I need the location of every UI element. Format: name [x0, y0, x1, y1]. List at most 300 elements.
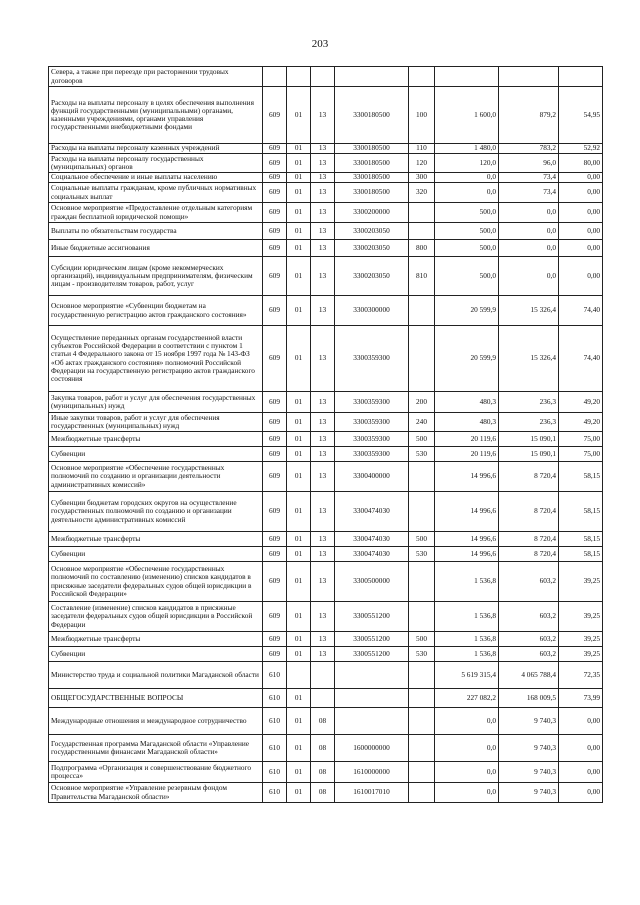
- row-plan: [435, 67, 499, 87]
- row-fact: 0,0: [499, 257, 559, 296]
- row-expense-type: 500: [409, 432, 435, 447]
- row-target-article: 3300203050: [335, 223, 409, 240]
- row-plan: 0,0: [435, 708, 499, 735]
- row-name: Иные бюджетные ассигнования: [49, 240, 263, 257]
- row-subsection: 13: [311, 392, 335, 413]
- row-percent: 75,00: [559, 432, 603, 447]
- row-subsection: 13: [311, 562, 335, 602]
- row-subsection: 08: [311, 762, 335, 783]
- row-expense-type: 810: [409, 257, 435, 296]
- row-code: 609: [263, 413, 287, 432]
- row-expense-type: 100: [409, 87, 435, 144]
- row-code: 609: [263, 173, 287, 183]
- row-code: 609: [263, 87, 287, 144]
- row-code: 610: [263, 735, 287, 762]
- row-section: 01: [287, 173, 311, 183]
- row-code: 609: [263, 547, 287, 562]
- row-name: Основное мероприятие «Субвенции бюджетам на государственную регистрацию актов гражданского состояния»: [49, 296, 263, 326]
- row-percent: 58,15: [559, 547, 603, 562]
- row-name: Расходы на выплаты персоналу казенных учреждений: [49, 144, 263, 154]
- row-section: 01: [287, 144, 311, 154]
- row-section: 01: [287, 532, 311, 547]
- row-code: 609: [263, 647, 287, 662]
- row-expense-type: [409, 562, 435, 602]
- row-code: 609: [263, 257, 287, 296]
- row-expense-type: [409, 203, 435, 223]
- row-target-article: 3300551200: [335, 602, 409, 632]
- row-subsection: [311, 689, 335, 708]
- row-plan: 1 480,0: [435, 144, 499, 154]
- row-expense-type: [409, 492, 435, 532]
- row-code: 610: [263, 762, 287, 783]
- row-percent: 58,15: [559, 492, 603, 532]
- row-code: 610: [263, 783, 287, 803]
- row-fact: 8 720,4: [499, 462, 559, 492]
- row-fact: 96,0: [499, 154, 559, 173]
- table-row: [49, 392, 603, 413]
- row-name: Выплаты по обязательствам государства: [49, 223, 263, 240]
- row-target-article: [335, 67, 409, 87]
- row-name: Основное мероприятие «Предоставление отдельным категориям граждан бесплатной юридической помощи»: [49, 203, 263, 223]
- row-name: Закупка товаров, работ и услуг для обеспечения государственных (муниципальных) нужд: [49, 392, 263, 413]
- row-percent: 54,95: [559, 87, 603, 144]
- row-name: Подпрограмма «Организация и совершенствование бюджетного процесса»: [49, 762, 263, 783]
- row-name: Международные отношения и международное сотрудничество: [49, 708, 263, 735]
- row-code: 610: [263, 708, 287, 735]
- row-percent: 73,99: [559, 689, 603, 708]
- row-fact: 15 326,4: [499, 296, 559, 326]
- row-section: 01: [287, 462, 311, 492]
- row-name: Основное мероприятие «Управление резервным фондом Правительства Магаданской области»: [49, 783, 263, 803]
- row-target-article: 3300474030: [335, 532, 409, 547]
- row-subsection: 13: [311, 154, 335, 173]
- row-name: Субсидии юридическим лицам (кроме некоммерческих организаций), индивидуальным предпринимателям, физическим лицам - производителям товаров, работ, услуг: [49, 257, 263, 296]
- table-row: [49, 87, 603, 144]
- row-code: 609: [263, 392, 287, 413]
- table-row: [49, 432, 603, 447]
- row-subsection: 13: [311, 183, 335, 203]
- page-number: 203: [311, 38, 329, 50]
- row-fact: 0,0: [499, 240, 559, 257]
- row-percent: 75,00: [559, 447, 603, 462]
- row-fact: 8 720,4: [499, 547, 559, 562]
- row-target-article: 3300551200: [335, 632, 409, 647]
- row-section: 01: [287, 562, 311, 602]
- row-target-article: 3300500000: [335, 562, 409, 602]
- row-expense-type: 530: [409, 647, 435, 662]
- row-fact: 603,2: [499, 632, 559, 647]
- row-expense-type: 200: [409, 392, 435, 413]
- row-fact: 73,4: [499, 183, 559, 203]
- row-percent: 0,00: [559, 257, 603, 296]
- table-row: [49, 67, 603, 87]
- row-expense-type: [409, 762, 435, 783]
- row-plan: 480,3: [435, 392, 499, 413]
- row-fact: 73,4: [499, 173, 559, 183]
- row-name: Межбюджетные трансферты: [49, 432, 263, 447]
- row-name: Расходы на выплаты персоналу государственных (муниципальных) органов: [49, 154, 263, 173]
- table-row: [49, 257, 603, 296]
- row-percent: 0,00: [559, 223, 603, 240]
- row-percent: 39,25: [559, 647, 603, 662]
- table-row: [49, 223, 603, 240]
- row-section: 01: [287, 762, 311, 783]
- row-fact: 0,0: [499, 223, 559, 240]
- row-code: 609: [263, 532, 287, 547]
- row-plan: 227 082,2: [435, 689, 499, 708]
- row-target-article: [335, 662, 409, 689]
- row-name: Межбюджетные трансферты: [49, 632, 263, 647]
- row-fact: 8 720,4: [499, 532, 559, 547]
- row-code: 609: [263, 447, 287, 462]
- row-subsection: 13: [311, 532, 335, 547]
- row-target-article: 3300180500: [335, 173, 409, 183]
- row-plan: 0,0: [435, 762, 499, 783]
- row-subsection: 13: [311, 296, 335, 326]
- row-plan: 1 536,8: [435, 602, 499, 632]
- row-code: 609: [263, 326, 287, 392]
- row-expense-type: 500: [409, 532, 435, 547]
- row-plan: 20 119,6: [435, 432, 499, 447]
- row-fact: 603,2: [499, 602, 559, 632]
- table-row: [49, 689, 603, 708]
- table-row: [49, 708, 603, 735]
- table-row: [49, 154, 603, 173]
- row-percent: 49,20: [559, 413, 603, 432]
- row-expense-type: [409, 462, 435, 492]
- table-row: [49, 326, 603, 392]
- row-percent: 74,40: [559, 326, 603, 392]
- row-code: 609: [263, 562, 287, 602]
- row-plan: 0,0: [435, 183, 499, 203]
- table-row: [49, 562, 603, 602]
- row-code: 609: [263, 432, 287, 447]
- row-fact: 168 009,5: [499, 689, 559, 708]
- row-code: 609: [263, 183, 287, 203]
- row-plan: 14 996,6: [435, 547, 499, 562]
- table-row: [49, 462, 603, 492]
- row-subsection: 13: [311, 602, 335, 632]
- row-section: 01: [287, 392, 311, 413]
- row-expense-type: 110: [409, 144, 435, 154]
- row-target-article: 3300400000: [335, 462, 409, 492]
- row-fact: 4 065 788,4: [499, 662, 559, 689]
- row-subsection: 13: [311, 432, 335, 447]
- row-percent: 72,35: [559, 662, 603, 689]
- row-target-article: 3300180500: [335, 183, 409, 203]
- row-plan: 0,0: [435, 735, 499, 762]
- row-target-article: [335, 708, 409, 735]
- table-row: [49, 203, 603, 223]
- row-plan: 500,0: [435, 240, 499, 257]
- row-section: 01: [287, 447, 311, 462]
- row-expense-type: [409, 67, 435, 87]
- row-code: [263, 67, 287, 87]
- row-expense-type: 800: [409, 240, 435, 257]
- row-plan: 0,0: [435, 783, 499, 803]
- row-target-article: 3300180500: [335, 144, 409, 154]
- row-code: 609: [263, 492, 287, 532]
- row-fact: 783,2: [499, 144, 559, 154]
- row-name: Осуществление переданных органам государственной власти субъектов Российской Федерации в соответствии с пунктом 1 статьи 4 Федерального закона от 15 ноября 1997 года № 143-ФЗ «Об актах гражданского состояния» полномочий Российской Федерации на государственную регистрацию актов гражданского состояния: [49, 326, 263, 392]
- row-target-article: [335, 689, 409, 708]
- row-code: 609: [263, 154, 287, 173]
- table-row: [49, 632, 603, 647]
- row-percent: 0,00: [559, 762, 603, 783]
- row-expense-type: [409, 662, 435, 689]
- row-percent: 0,00: [559, 173, 603, 183]
- budget-execution-table: [48, 66, 603, 803]
- row-section: 01: [287, 647, 311, 662]
- row-target-article: 3300474030: [335, 547, 409, 562]
- row-name: Субвенции бюджетам городских округов на осуществление государственных полномочий по созданию и организации деятельности административных комиссий: [49, 492, 263, 532]
- row-target-article: 3300551200: [335, 647, 409, 662]
- row-target-article: 1610017010: [335, 783, 409, 803]
- row-section: 01: [287, 432, 311, 447]
- row-expense-type: 320: [409, 183, 435, 203]
- row-percent: 0,00: [559, 735, 603, 762]
- row-code: 609: [263, 240, 287, 257]
- row-subsection: 13: [311, 447, 335, 462]
- row-plan: 500,0: [435, 257, 499, 296]
- row-percent: 39,25: [559, 602, 603, 632]
- row-percent: 58,15: [559, 462, 603, 492]
- row-target-article: 3300203050: [335, 257, 409, 296]
- row-name: Субвенции: [49, 547, 263, 562]
- row-subsection: 13: [311, 632, 335, 647]
- row-target-article: 3300359300: [335, 326, 409, 392]
- table-row: [49, 413, 603, 432]
- row-target-article: 3300300000: [335, 296, 409, 326]
- row-fact: 9 740,3: [499, 735, 559, 762]
- table-row: [49, 447, 603, 462]
- row-expense-type: [409, 326, 435, 392]
- row-expense-type: 500: [409, 632, 435, 647]
- row-percent: 0,00: [559, 783, 603, 803]
- row-subsection: 13: [311, 647, 335, 662]
- row-code: 609: [263, 602, 287, 632]
- row-expense-type: [409, 783, 435, 803]
- row-code: 609: [263, 462, 287, 492]
- row-plan: 0,0: [435, 173, 499, 183]
- table-row: [49, 602, 603, 632]
- row-fact: 15 090,1: [499, 447, 559, 462]
- row-target-article: 3300180500: [335, 154, 409, 173]
- table-row: [49, 173, 603, 183]
- table-row: [49, 296, 603, 326]
- row-plan: 5 619 315,4: [435, 662, 499, 689]
- row-section: 01: [287, 183, 311, 203]
- row-plan: 20 599,9: [435, 296, 499, 326]
- row-subsection: 08: [311, 708, 335, 735]
- row-subsection: 13: [311, 326, 335, 392]
- table-row: [49, 183, 603, 203]
- row-target-article: 3300359300: [335, 447, 409, 462]
- row-subsection: 13: [311, 413, 335, 432]
- row-section: 01: [287, 326, 311, 392]
- row-section: 01: [287, 203, 311, 223]
- table-row: [49, 783, 603, 803]
- row-fact: 9 740,3: [499, 708, 559, 735]
- row-fact: 236,3: [499, 392, 559, 413]
- row-percent: 0,00: [559, 240, 603, 257]
- row-code: 610: [263, 662, 287, 689]
- table-row: [49, 647, 603, 662]
- row-fact: 603,2: [499, 562, 559, 602]
- row-name: Субвенции: [49, 647, 263, 662]
- row-subsection: 13: [311, 492, 335, 532]
- row-code: 609: [263, 296, 287, 326]
- row-plan: 500,0: [435, 223, 499, 240]
- row-percent: 58,15: [559, 532, 603, 547]
- row-name: Субвенции: [49, 447, 263, 462]
- row-fact: 879,2: [499, 87, 559, 144]
- row-percent: 0,00: [559, 183, 603, 203]
- row-plan: 20 119,6: [435, 447, 499, 462]
- row-fact: 8 720,4: [499, 492, 559, 532]
- row-expense-type: [409, 223, 435, 240]
- table-row: [49, 762, 603, 783]
- row-fact: 9 740,3: [499, 762, 559, 783]
- row-section: 01: [287, 708, 311, 735]
- row-percent: 39,25: [559, 632, 603, 647]
- row-percent: [559, 67, 603, 87]
- row-target-article: 3300200000: [335, 203, 409, 223]
- row-plan: 20 599,9: [435, 326, 499, 392]
- row-name: Основное мероприятие «Обеспечение государственных полномочий по созданию и организации деятельности административных комиссий»: [49, 462, 263, 492]
- row-section: 01: [287, 296, 311, 326]
- row-target-article: 3300359300: [335, 392, 409, 413]
- row-subsection: 13: [311, 203, 335, 223]
- row-section: 01: [287, 154, 311, 173]
- row-plan: 1 536,8: [435, 562, 499, 602]
- row-target-article: 1610000000: [335, 762, 409, 783]
- row-name: Основное мероприятие «Обеспечение государственных полномочий по составлению (изменению) списков кандидатов в присяжные заседатели федеральных судов общей юрисдикции в Российской Федерации»: [49, 562, 263, 602]
- row-expense-type: [409, 735, 435, 762]
- row-plan: 14 996,6: [435, 492, 499, 532]
- row-expense-type: [409, 296, 435, 326]
- row-subsection: 13: [311, 462, 335, 492]
- row-section: 01: [287, 223, 311, 240]
- row-section: 01: [287, 240, 311, 257]
- row-percent: 0,00: [559, 708, 603, 735]
- row-name: Межбюджетные трансферты: [49, 532, 263, 547]
- table-row: [49, 492, 603, 532]
- row-section: 01: [287, 257, 311, 296]
- row-target-article: 3300474030: [335, 492, 409, 532]
- table-body: [49, 67, 603, 803]
- row-plan: 500,0: [435, 203, 499, 223]
- row-plan: 1 536,8: [435, 647, 499, 662]
- row-name: Иные закупки товаров, работ и услуг для обеспечения государственных (муниципальных) нужд: [49, 413, 263, 432]
- row-expense-type: 240: [409, 413, 435, 432]
- table-row: [49, 240, 603, 257]
- row-target-article: 1600000000: [335, 735, 409, 762]
- row-target-article: 3300203050: [335, 240, 409, 257]
- row-expense-type: 530: [409, 447, 435, 462]
- row-code: 609: [263, 223, 287, 240]
- row-code: 609: [263, 632, 287, 647]
- row-plan: 1 600,0: [435, 87, 499, 144]
- row-fact: [499, 67, 559, 87]
- row-section: 01: [287, 87, 311, 144]
- row-name: Социальное обеспечение и иные выплаты населению: [49, 173, 263, 183]
- row-section: 01: [287, 689, 311, 708]
- row-expense-type: 530: [409, 547, 435, 562]
- row-percent: 52,92: [559, 144, 603, 154]
- row-percent: 39,25: [559, 562, 603, 602]
- row-target-article: 3300180500: [335, 87, 409, 144]
- row-expense-type: [409, 708, 435, 735]
- row-expense-type: 120: [409, 154, 435, 173]
- row-plan: 14 996,6: [435, 532, 499, 547]
- row-code: 610: [263, 689, 287, 708]
- row-name: Государственная программа Магаданской области «Управление государственными финансами Магаданской области»: [49, 735, 263, 762]
- table-row: [49, 662, 603, 689]
- row-section: 01: [287, 783, 311, 803]
- row-expense-type: [409, 602, 435, 632]
- row-target-article: 3300359300: [335, 432, 409, 447]
- table-row: [49, 532, 603, 547]
- row-section: [287, 67, 311, 87]
- row-subsection: 08: [311, 783, 335, 803]
- row-plan: 480,3: [435, 413, 499, 432]
- row-subsection: 13: [311, 547, 335, 562]
- row-target-article: 3300359300: [335, 413, 409, 432]
- row-subsection: 13: [311, 240, 335, 257]
- table-row: [49, 735, 603, 762]
- table-row: [49, 547, 603, 562]
- row-subsection: 13: [311, 144, 335, 154]
- row-code: 609: [263, 203, 287, 223]
- row-subsection: 13: [311, 173, 335, 183]
- row-plan: 120,0: [435, 154, 499, 173]
- row-expense-type: 300: [409, 173, 435, 183]
- row-name: Составление (изменение) списков кандидатов в присяжные заседатели федеральных судов общей юрисдикции в Российской Федерации: [49, 602, 263, 632]
- row-subsection: [311, 662, 335, 689]
- row-fact: 9 740,3: [499, 783, 559, 803]
- row-name: ОБЩЕГОСУДАРСТВЕННЫЕ ВОПРОСЫ: [49, 689, 263, 708]
- row-section: 01: [287, 492, 311, 532]
- row-name: Министерство труда и социальной политики Магаданской области: [49, 662, 263, 689]
- table-row: [49, 144, 603, 154]
- row-name: Социальные выплаты гражданам, кроме публичных нормативных социальных выплат: [49, 183, 263, 203]
- row-fact: 236,3: [499, 413, 559, 432]
- row-percent: 74,40: [559, 296, 603, 326]
- row-name: Расходы на выплаты персоналу в целях обеспечения выполнения функций государственными (муниципальными) органами, казенными учреждениями, органами управления государственными внебюджетными фондами: [49, 87, 263, 144]
- row-subsection: 13: [311, 257, 335, 296]
- row-section: [287, 662, 311, 689]
- row-plan: 1 536,8: [435, 632, 499, 647]
- row-section: 01: [287, 735, 311, 762]
- row-fact: 0,0: [499, 203, 559, 223]
- row-fact: 15 326,4: [499, 326, 559, 392]
- row-fact: 15 090,1: [499, 432, 559, 447]
- row-subsection: 08: [311, 735, 335, 762]
- row-section: 01: [287, 632, 311, 647]
- row-name: Севера, а также при переезде при расторжении трудовых договоров: [49, 67, 263, 87]
- row-section: 01: [287, 413, 311, 432]
- row-subsection: 13: [311, 87, 335, 144]
- row-subsection: 13: [311, 223, 335, 240]
- row-percent: 80,00: [559, 154, 603, 173]
- row-section: 01: [287, 547, 311, 562]
- row-plan: 14 996,6: [435, 462, 499, 492]
- row-fact: 603,2: [499, 647, 559, 662]
- row-section: 01: [287, 602, 311, 632]
- row-expense-type: [409, 689, 435, 708]
- row-percent: 49,20: [559, 392, 603, 413]
